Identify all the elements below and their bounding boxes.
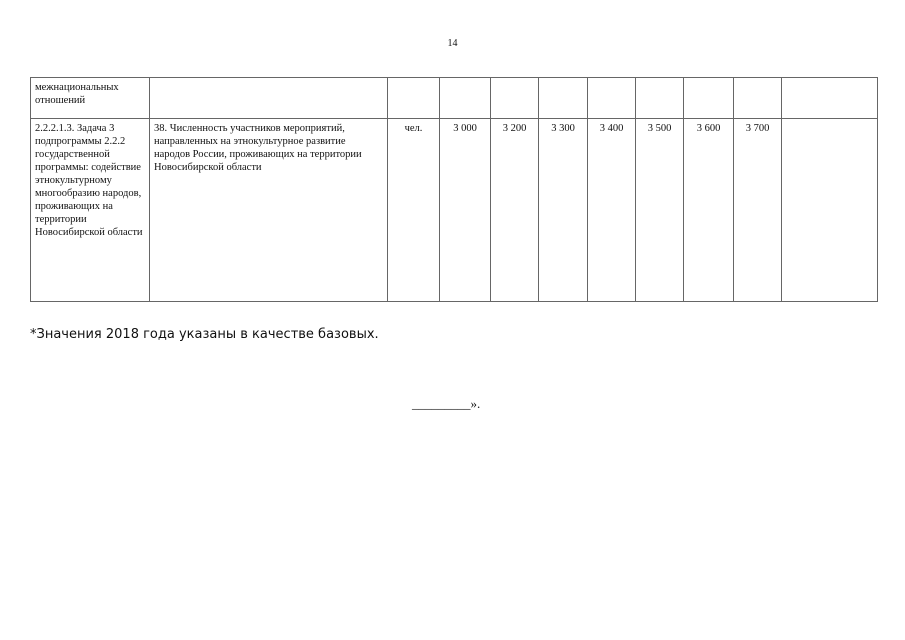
footnote: *Значения 2018 года указаны в качестве базовых. <box>30 327 379 342</box>
value-cell <box>636 78 684 119</box>
value-cell: 3 400 <box>588 119 636 302</box>
value-cell <box>684 78 734 119</box>
value-cell <box>734 78 782 119</box>
unit-cell: чел. <box>388 119 440 302</box>
indicator-cell <box>150 78 388 119</box>
value-cell: 3 500 <box>636 119 684 302</box>
table-row <box>31 78 878 119</box>
value-cell <box>588 78 636 119</box>
value-cell <box>491 78 539 119</box>
task-cell: межнациональных отношений <box>31 78 150 119</box>
value-cell <box>440 78 491 119</box>
task-cell: 2.2.2.1.3. Задача 3 подпрограммы 2.2.2 государственной программы: содействие этнокультурному многообразию народов, проживающих на территории Новосибирской области <box>31 119 150 302</box>
note-cell <box>782 78 878 119</box>
unit-cell <box>388 78 440 119</box>
value-cell: 3 300 <box>539 119 588 302</box>
table-row <box>31 119 878 302</box>
value-cell: 3 700 <box>734 119 782 302</box>
note-cell <box>782 119 878 302</box>
value-cell: 3 000 <box>440 119 491 302</box>
indicator-cell: 38. Численность участников мероприятий, направленных на этнокультурное развитие народов России, проживающих на территории Новосибирской области <box>150 119 388 302</box>
value-cell: 3 600 <box>684 119 734 302</box>
page-number: 14 <box>447 38 458 49</box>
closing-mark: _________». <box>412 396 481 411</box>
indicators-table <box>30 77 878 302</box>
value-cell <box>539 78 588 119</box>
value-cell: 3 200 <box>491 119 539 302</box>
